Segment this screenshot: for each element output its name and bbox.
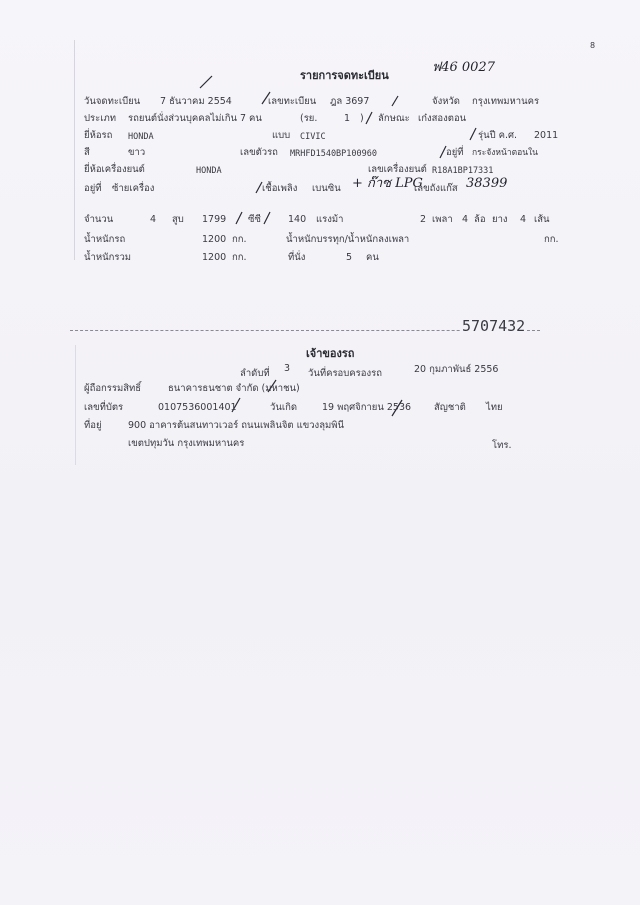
total-weight-unit: กก. — [232, 252, 247, 263]
color-value: ขาว — [128, 147, 146, 158]
chassis-value: MRHFD1540BP100960 — [290, 149, 377, 159]
engine-no-label: เลขเครื่องยนต์ — [368, 164, 427, 175]
order-label: ลำดับที่ — [240, 368, 270, 379]
address-line2: เขตปทุมวัน กรุงเทพมหานคร — [128, 438, 245, 449]
hp-label: แรงม้า — [316, 214, 344, 225]
reg-no-value: ฎล 3697 — [330, 96, 370, 107]
tel-label: โทร. — [492, 440, 512, 451]
seat-label: ที่นั่ง — [288, 252, 306, 263]
serial-number: 5707432 — [462, 317, 526, 335]
birth-value: 19 พฤศจิกายน 2536 — [322, 402, 412, 413]
page-number: 8 — [590, 41, 596, 50]
tyre-unit: เส้น — [534, 214, 550, 225]
province-value: กรุงเทพมหานคร — [472, 96, 540, 107]
owner-label: ผู้ถือกรรมสิทธิ์ — [84, 383, 142, 394]
rs-close: ) — [360, 113, 364, 124]
axle-label: เพลา — [432, 214, 453, 225]
axle-value: 2 — [420, 214, 427, 225]
engine-loc-value: ซ้ายเครื่อง — [112, 183, 155, 194]
order-value: 3 — [284, 363, 291, 374]
wheel-label: ล้อ — [474, 214, 486, 225]
chassis-label: เลขตัวรถ — [240, 147, 278, 158]
engine-brand-value: HONDA — [196, 166, 222, 176]
engine-loc-label: อยู่ที่ — [84, 183, 102, 194]
fuel-value: เบนซิน — [312, 183, 341, 194]
handwritten-note: ฟ46 0027 — [432, 60, 495, 75]
own-date-value: 20 กุมภาพันธ์ 2556 — [414, 364, 499, 375]
rs-label: (รย. — [300, 113, 318, 124]
style-label: ลักษณะ — [378, 113, 410, 124]
engine-no-value: R18A1BP17331 — [432, 166, 494, 176]
style-value: เก๋งสองตอน — [418, 113, 467, 124]
gas-tank-value: 38399 — [466, 176, 508, 191]
weight-value: 1200 — [202, 234, 227, 245]
owner-value: ธนาคารธนชาต จำกัด (มหาชน) — [168, 383, 300, 394]
type-value: รถยนต์นั่งส่วนบุคคลไม่เกิน 7 คน — [128, 113, 262, 124]
fuel-handwritten: + ก๊าซ LPG — [352, 176, 423, 191]
seat-unit: คน — [366, 252, 379, 263]
model-value: CIVIC — [300, 132, 326, 142]
tyre-label: ยาง — [492, 214, 508, 225]
hp-value: 140 — [288, 214, 307, 225]
nationality-value: ไทย — [486, 402, 503, 413]
weight-label: น้ำหนักรถ — [84, 234, 126, 245]
cc-label: ซีซี — [248, 214, 261, 225]
count-label: จำนวน — [84, 214, 114, 225]
total-weight-value: 1200 — [202, 252, 227, 263]
cyl-count: 4 — [150, 214, 157, 225]
gas-tank-label: เลขถังแก๊ส — [414, 183, 458, 194]
cyl-label: สูบ — [172, 214, 184, 225]
id-label: เลขที่บัตร — [84, 402, 124, 413]
weight-unit: กก. — [232, 234, 247, 245]
margin-line — [74, 40, 75, 260]
year-value: 2011 — [534, 130, 559, 141]
reg-no-label: เลขทะเบียน — [268, 96, 317, 107]
cc-value: 1799 — [202, 214, 227, 225]
chassis-loc-value: กระจังหน้าตอนใน — [472, 148, 538, 158]
brand-value: HONDA — [128, 132, 154, 142]
nationality-label: สัญชาติ — [434, 402, 466, 413]
birth-label: วันเกิด — [270, 402, 297, 413]
type-label: ประเภท — [84, 113, 117, 124]
address-label: ที่อยู่ — [84, 420, 102, 431]
load-unit: กก. — [544, 234, 559, 245]
seat-value: 5 — [346, 252, 353, 263]
model-label: แบบ — [272, 130, 291, 141]
tyre-value: 4 — [520, 214, 527, 225]
reg-date-label: วันจดทะเบียน — [84, 96, 141, 107]
wheel-value: 4 — [462, 214, 469, 225]
fold-line — [75, 345, 76, 465]
rs-value: 1 — [344, 113, 351, 124]
address-line1: 900 อาคารต้นสนทาวเวอร์ ถนนเพลินจิต แขวงลุมพินี — [128, 420, 345, 431]
id-value: 0107536001401 — [158, 402, 237, 413]
section-title-registration: รายการจดทะเบียน — [300, 69, 389, 82]
brand-label: ยี่ห้อรถ — [84, 130, 113, 141]
color-label: สี — [84, 147, 90, 158]
chassis-loc-label: อยู่ที่ — [446, 147, 464, 158]
reg-date-value: 7 ธันวาคม 2554 — [160, 96, 232, 107]
own-date-label: วันที่ครอบครองรถ — [308, 368, 382, 379]
load-label: น้ำหนักบรรทุก/น้ำหนักลงเพลา — [286, 234, 410, 245]
total-weight-label: น้ำหนักรวม — [84, 252, 132, 263]
year-label: รุ่นปี ค.ศ. — [478, 130, 518, 141]
section-title-owner: เจ้าของรถ — [306, 347, 355, 360]
province-label: จังหวัด — [432, 96, 460, 107]
fuel-label: เชื้อเพลิง — [262, 183, 298, 194]
engine-brand-label: ยี่ห้อเครื่องยนต์ — [84, 164, 145, 175]
